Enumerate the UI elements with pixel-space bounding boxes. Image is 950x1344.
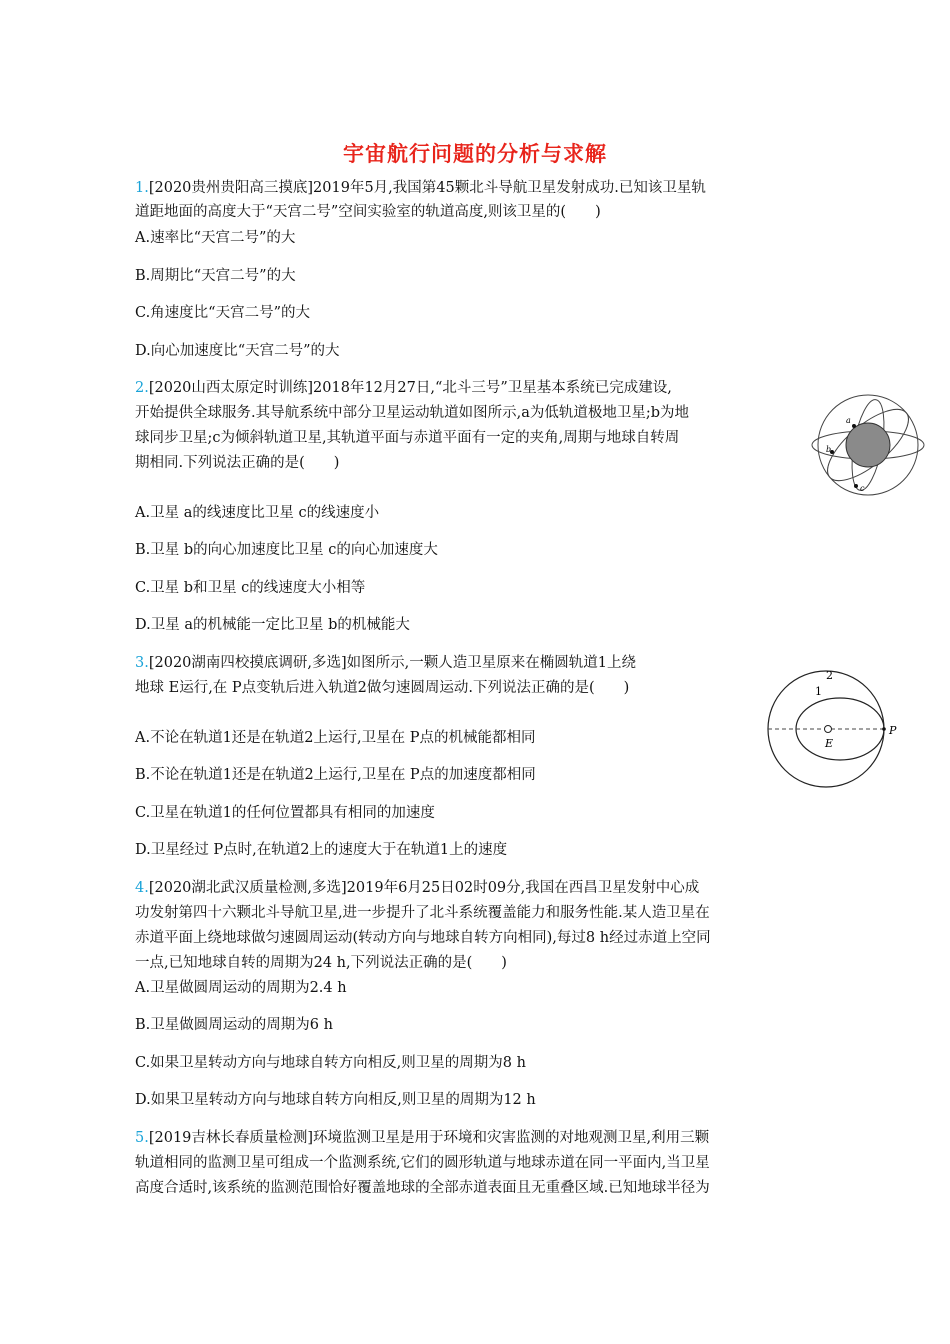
q1-option-c: C.角速度比“天宫二号”的大 [135,305,311,321]
q3-earth [825,726,832,733]
q4-option-b: B.卫星做圆周运动的周期为6 h [135,1017,333,1033]
q3-label-e: E [825,737,834,750]
q4-option-c: C.如果卫星转动方向与地球自转方向相反,则卫星的周期为8 h [135,1055,526,1071]
q5-line-3: 高度合适时,该系统的监测范围恰好覆盖地球的全部赤道表面且无重叠区域.已知地球半径为 [135,1180,710,1196]
q4-line-1: 4.[2020湖北武汉质量检测,多选]2019年6月25日02时09分,我国在西昌卫星发射中心成 [135,880,700,896]
q3-line-1: 3.[2020湖南四校摸底调研,多选]如图所示,一颗人造卫星原来在椭圆轨道1上绕 [135,655,637,671]
q2-label-c: c [860,484,865,493]
q2-line-2: 开始提供全球服务.其导航系统中部分卫星运动轨道如图所示,a为低轨道极地卫星;b为地 [135,405,690,421]
q2-option-c: C.卫星 b和卫星 c的线速度大小相等 [135,580,366,596]
q2-option-b: B.卫星 b的向心加速度比卫星 c的向心加速度大 [135,542,438,558]
q1-number: 1. [135,180,149,196]
q3-option-a: A.不论在轨道1还是在轨道2上运行,卫星在 P点的机械能都相同 [135,730,536,746]
page-title: 宇宙航行问题的分析与求解 [343,142,607,166]
q3-label-p: P [889,724,897,737]
q5-line-2: 轨道相同的监测卫星可组成一个监测系统,它们的圆形轨道与地球赤道在同一平面内,当卫星 [135,1155,710,1171]
q5-number: 5. [135,1130,149,1146]
q3-orbit-figure [762,665,912,790]
q4-option-a: A.卫星做圆周运动的周期为2.4 h [135,980,347,996]
q2-earth [846,423,890,467]
q4-line-4: 一点,已知地球自转的周期为24 h,下列说法正确的是( ) [135,955,507,971]
q3-point-p [882,727,886,731]
q2-option-a: A.卫星 a的线速度比卫星 c的线速度小 [135,505,380,521]
q3-line-2: 地球 E运行,在 P点变轨后进入轨道2做匀速圆周运动.下列说法正确的是( ) [135,680,630,696]
q2-satellite-a [852,424,856,428]
q4-number: 4. [135,880,149,896]
q2-label-a: a [846,416,851,425]
q2-orbit-figure [810,390,930,500]
q3-label-orbit-1: 1 [815,685,822,698]
q3-option-c: C.卫星在轨道1的任何位置都具有相同的加速度 [135,805,435,821]
q4-line-2: 功发射第四十六颗北斗导航卫星,进一步提升了北斗系统覆盖能力和服务性能.某人造卫星在 [135,905,710,921]
q1-option-b: B.周期比“天宫二号”的大 [135,268,296,284]
q1-option-d: D.向心加速度比“天宫二号”的大 [135,343,340,359]
q2-line-4: 期相同.下列说法正确的是( ) [135,455,340,471]
q2-line-1: 2.[2020山西太原定时训练]2018年12月27日,“北斗三号”卫星基本系统已完成建设, [135,380,672,396]
q5-line-1: 5.[2019吉林长春质量检测]环境监测卫星是用于环境和灾害监测的对地观测卫星,利用三颗 [135,1130,710,1146]
q1-line-2: 道距地面的高度大于“天宫二号”空间实验室的轨道高度,则该卫星的( ) [135,204,601,220]
q2-line-3: 球同步卫星;c为倾斜轨道卫星,其轨道平面与赤道平面有一定的夹角,周期与地球自转周 [135,430,680,446]
q4-option-d: D.如果卫星转动方向与地球自转方向相反,则卫星的周期为12 h [135,1092,536,1108]
q2-option-d: D.卫星 a的机械能一定比卫星 b的机械能大 [135,617,410,633]
q2-satellite-c [854,484,858,488]
q2-number: 2. [135,380,149,396]
q2-label-b: b [826,445,832,454]
q3-option-d: D.卫星经过 P点时,在轨道2上的速度大于在轨道1上的速度 [135,842,508,858]
q1-option-a: A.速率比“天宫二号”的大 [135,230,296,246]
q3-label-orbit-2: 2 [826,669,833,682]
q3-number: 3. [135,655,149,671]
q4-line-3: 赤道平面上绕地球做匀速圆周运动(转动方向与地球自转方向相同),每过8 h经过赤道上空同 [135,930,711,946]
q3-option-b: B.不论在轨道1还是在轨道2上运行,卫星在 P点的加速度都相同 [135,767,536,783]
q1-line-1: 1.[2020贵州贵阳高三摸底]2019年5月,我国第45颗北斗导航卫星发射成功.已知该卫星轨 [135,180,706,196]
